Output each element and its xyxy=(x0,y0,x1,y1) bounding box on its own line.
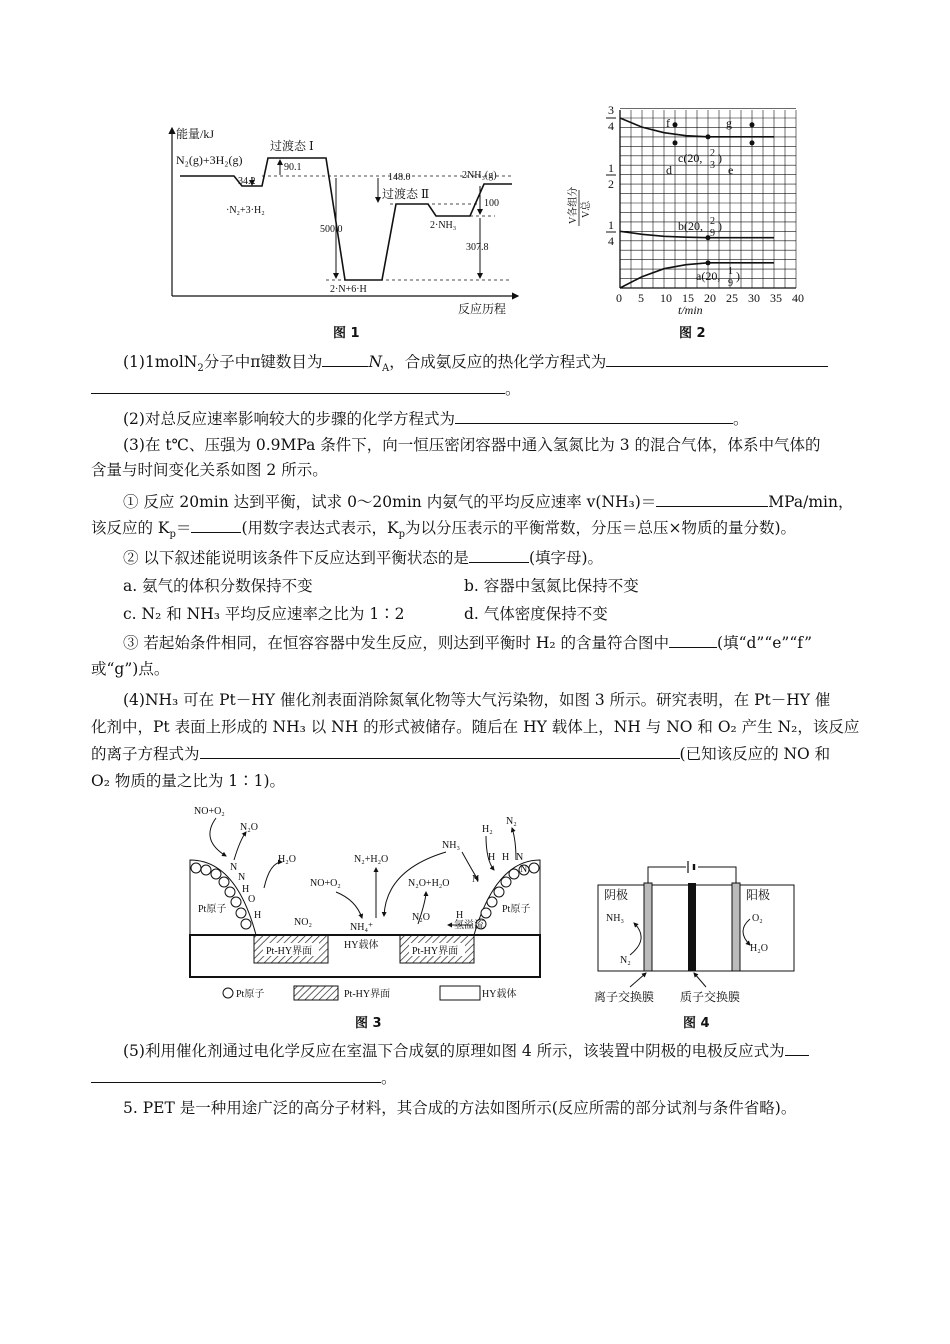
svg-text:): ) xyxy=(718,219,722,233)
volume-fraction-chart xyxy=(560,100,804,322)
atom-n-5: N xyxy=(520,864,528,875)
fig1-caption: 图 1 xyxy=(333,326,360,341)
n2o-label-2: N₂O xyxy=(412,912,430,923)
y-axis-label xyxy=(566,187,592,226)
ts1-label: 过渡态 Ⅰ xyxy=(270,139,314,153)
cathode-electrode xyxy=(644,883,652,971)
legend-pthy-icon xyxy=(294,986,338,1000)
energy-90: 90.1 xyxy=(284,162,302,173)
atom-n-4: N xyxy=(516,852,524,863)
y-label-den: V总 xyxy=(581,200,592,218)
q5-line2: 。 xyxy=(91,1067,861,1089)
x-tick-label: 35 xyxy=(770,291,782,305)
catalyst-diagram xyxy=(186,800,546,1005)
q3-part1-line1: ① 反应 20min 达到平衡，试求 0～20min 内氨气的平均反应速率 v(NH₃)＝ MPa/min， xyxy=(123,493,854,511)
q4-line4: O₂ 物质的量之比为 1∶1)。 xyxy=(91,772,286,790)
point-f-label: f xyxy=(666,116,670,130)
pt-atom xyxy=(241,919,251,929)
pt-atom xyxy=(236,908,246,918)
option-a: a. 氨气的体积分数保持不变 xyxy=(123,577,313,595)
y-tick-1-2-num: 1 xyxy=(608,161,614,175)
hy-carrier-label: HY载体 xyxy=(344,940,379,951)
q3-line2: 含量与时间变化关系如图 2 所示。 xyxy=(91,461,328,479)
proton-membrane xyxy=(688,883,696,971)
q1-line1: (1)1molN$_2$分子中π键数目为 $N_A$，合成氨反应的热化学方程式为 xyxy=(123,351,863,380)
svg-text:a(20,: a(20, xyxy=(696,269,721,283)
q5-blank-electrode[interactable] xyxy=(91,1067,381,1083)
energy-148: 148.0 xyxy=(388,172,411,183)
svg-text:9: 9 xyxy=(710,228,715,239)
pt-atom xyxy=(509,869,519,879)
legend-pt-icon xyxy=(223,988,233,998)
svg-text:2: 2 xyxy=(710,216,715,227)
option-b: b. 容器中氢氮比保持不变 xyxy=(464,577,639,595)
q3-blank-equilibrium[interactable] xyxy=(469,547,529,563)
electrolysis-cell xyxy=(590,855,800,1005)
x-tick-label: 20 xyxy=(704,291,716,305)
q3-part1-line2: 该反应的 $K_p=$ (用数字表达式表示，$K_p$为以分压表示的平衡常数，分压＝总压×物质的量分数)。 xyxy=(91,519,797,541)
x-tick-label: 0 xyxy=(616,291,622,305)
x-tick-label: 5 xyxy=(638,291,644,305)
pt-atom xyxy=(219,877,229,887)
y-tick-1-4-den: 4 xyxy=(608,234,614,248)
proton-membrane-label: 质子交换膜 xyxy=(680,990,741,1004)
y-tick-3-4-num: 3 xyxy=(608,103,614,117)
q1-blank-pi[interactable] xyxy=(322,351,368,367)
x-tick-label: 40 xyxy=(792,291,804,305)
cathode-label: 阴极 xyxy=(604,888,629,902)
no-o2-label-2: NO+O₂ xyxy=(310,878,341,889)
q3-blank-kp[interactable] xyxy=(191,517,241,533)
fig2-caption: 图 2 xyxy=(679,326,706,341)
q6-line: 5. PET 是一种用途广泛的高分子材料，其合成的方法如图所示(反应所需的部分试剂与条件省略)。 xyxy=(123,1099,797,1117)
legend-pthy-label: Pt-HY界面 xyxy=(344,989,391,1000)
energy-100: 100 xyxy=(484,198,499,209)
svg-text:): ) xyxy=(736,269,740,283)
option-d: d. 气体密度保持不变 xyxy=(464,605,608,623)
pt-hy-label-left: Pt-HY界面 xyxy=(266,946,313,957)
svg-text:2: 2 xyxy=(710,148,715,159)
pt-atom xyxy=(191,863,201,873)
q4-line3: 的离子方程式为 (已知该反应的 NO 和 xyxy=(91,745,831,763)
nh3-label: NH₃ xyxy=(442,840,460,851)
nh3-ads-label: 2·NH₃ xyxy=(430,220,457,231)
pt-atom xyxy=(211,869,221,879)
n2o-label-1: N₂O xyxy=(240,822,258,833)
svg-text:9: 9 xyxy=(728,278,733,289)
energy-500: 500.0 xyxy=(320,224,343,235)
series-point-20-2 xyxy=(706,260,711,265)
point-g-label: g xyxy=(726,116,732,130)
q5-blank-start[interactable] xyxy=(785,1040,809,1056)
q2-line: (2)对总反应速率影响较大的步骤的化学方程式为 。 xyxy=(123,410,749,428)
legend-hy-icon xyxy=(440,986,480,1000)
y-tick-1-4-num: 1 xyxy=(608,218,614,232)
q3-blank-point[interactable] xyxy=(669,632,717,648)
x-tick-label: 10 xyxy=(660,291,672,305)
nh4-label: NH₄⁺ xyxy=(350,922,374,933)
point-f-dot xyxy=(673,122,678,127)
pt-atom xyxy=(225,887,235,897)
product-label: 2NH₃(g) xyxy=(462,170,497,181)
h2o-label: H₂O xyxy=(750,943,768,954)
svg-text:3: 3 xyxy=(710,160,715,171)
x-tick-label: 15 xyxy=(682,291,694,305)
pt-atom-label-right: Pt原子 xyxy=(502,904,531,915)
h2o-label-1: H₂O xyxy=(278,854,296,865)
h2-label: H₂ xyxy=(482,824,493,835)
y-tick-1-2-den: 2 xyxy=(608,177,614,191)
q3-part3-line2: 或“g”)点。 xyxy=(91,660,170,678)
svg-text:b(20,: b(20, xyxy=(678,219,703,233)
atom-o: O xyxy=(248,894,256,905)
atom-n-3: N xyxy=(472,874,480,885)
atom-h-4: H xyxy=(502,852,510,863)
point-d-label: d xyxy=(666,163,672,177)
anode-label: 阳极 xyxy=(746,888,771,902)
reactant-label: N₂(g)+3H₂(g) xyxy=(176,153,243,167)
q4-line2: 化剂中，Pt 表面上形成的 NH₃ 以 NH 的形式被储存。随后在 HY 载体上，NH 与 NO 和 O₂ 产生 N₂，该反应 xyxy=(91,718,860,736)
energy-34: 34.2 xyxy=(238,176,256,187)
q3-part2: ② 以下叙述能说明该条件下反应达到平衡状态的是 (填字母)。 xyxy=(123,549,604,567)
atom-n-1: N xyxy=(230,862,238,873)
point-e-label: e xyxy=(728,163,734,177)
q3-part3-line1: ③ 若起始条件相同，在恒容容器中发生反应，则达到平衡时 H₂ 的含量符合图中 (填“d”“e”“f” xyxy=(123,634,813,652)
x-axis-label: 反应历程 xyxy=(458,302,507,316)
y-axis-label: 能量/kJ xyxy=(176,127,215,141)
point-e-dot xyxy=(750,140,755,145)
energy-307: 307.8 xyxy=(466,242,489,253)
q3-line1: (3)在 t℃、压强为 0.9MPa 条件下，向一恒压密闭容器中通入氢氮比为 3 的混合气体，体系中气体的 xyxy=(123,436,821,454)
y-ticks xyxy=(606,103,616,248)
no2-label: NO₂ xyxy=(294,917,312,928)
y-label-num: V各组分 xyxy=(568,186,579,224)
point-b-label xyxy=(678,216,722,239)
q4-blank-ionic-equation[interactable] xyxy=(200,743,680,759)
pt-atom xyxy=(494,887,504,897)
svg-text:): ) xyxy=(718,151,722,165)
svg-text:c(20,: c(20, xyxy=(678,151,703,165)
pt-atom xyxy=(487,897,497,907)
x-tick-label: 30 xyxy=(748,291,760,305)
atom-h-2: H xyxy=(254,910,262,921)
x-axis-label: t/min xyxy=(678,303,703,317)
spillover-label: 氢溢流 xyxy=(454,920,484,931)
pt-atom xyxy=(481,908,491,918)
n2-label: N₂ xyxy=(506,816,517,827)
pt-atom xyxy=(501,877,511,887)
q1-blank-equation[interactable] xyxy=(606,351,828,367)
atom-h-3: H xyxy=(488,852,496,863)
svg-text:1: 1 xyxy=(728,266,733,277)
ion-membrane-label: 离子交换膜 xyxy=(594,990,655,1004)
fig3-caption: 图 3 xyxy=(355,1016,382,1031)
y-tick-3-4-den: 4 xyxy=(608,119,614,133)
ts2-label: 过渡态 Ⅱ xyxy=(382,187,430,201)
pt-atom xyxy=(529,863,539,873)
x-tick-label: 25 xyxy=(726,291,738,305)
point-g-dot xyxy=(750,122,755,127)
atom-h-1: H xyxy=(242,884,250,895)
x-ticks xyxy=(616,291,804,305)
q2-blank[interactable] xyxy=(455,408,733,424)
n2o-h2o-label: N₂O+H₂O xyxy=(408,878,450,889)
option-c: c. N₂ 和 NH₃ 平均反应速率之比为 1∶2 xyxy=(123,605,405,623)
pt-atom-label-left: Pt原子 xyxy=(198,904,227,915)
n2-h2o-label: N₂+H₂O xyxy=(354,854,389,865)
legend-hy-label: HY载体 xyxy=(482,989,517,1000)
n2-label: N₂ xyxy=(620,955,631,966)
point-d-dot xyxy=(673,140,678,145)
atom-h-5: H xyxy=(456,910,464,921)
intermediate-label: ·N₂+3·H₂ xyxy=(226,205,265,216)
atom-n-2: N xyxy=(238,872,246,883)
q5-line1: (5)利用催化剂通过电化学反应在室温下合成氨的原理如图 4 所示，该装置中阴极的电极反应式为 xyxy=(123,1040,863,1062)
nh3-label: NH₃ xyxy=(606,913,624,924)
point-c-label xyxy=(678,148,722,171)
q1-line2: 。 xyxy=(91,378,861,400)
anode-electrode xyxy=(732,883,740,971)
energy-diagram xyxy=(150,120,530,320)
no-o2-label-1: NO+O₂ xyxy=(194,806,225,817)
q3-blank-rate[interactable] xyxy=(656,491,768,507)
q1-blank-equation-cont[interactable] xyxy=(91,378,505,394)
pt-atom xyxy=(201,865,211,875)
point-a-label xyxy=(696,266,740,289)
fig4-caption: 图 4 xyxy=(683,1016,710,1031)
pt-hy-label-right: Pt-HY界面 xyxy=(412,946,459,957)
legend-pt-label: Pt原子 xyxy=(236,989,265,1000)
series-point-20-0 xyxy=(706,134,711,139)
atoms-label: 2·N+6·H xyxy=(330,284,367,295)
pt-atom xyxy=(231,897,241,907)
o2-label: O₂ xyxy=(752,913,763,924)
q4-line1: (4)NH₃ 可在 Pt－HY 催化剂表面消除氮氧化物等大气污染物，如图 3 所示。研究表明，在 Pt－HY 催 xyxy=(123,691,831,709)
